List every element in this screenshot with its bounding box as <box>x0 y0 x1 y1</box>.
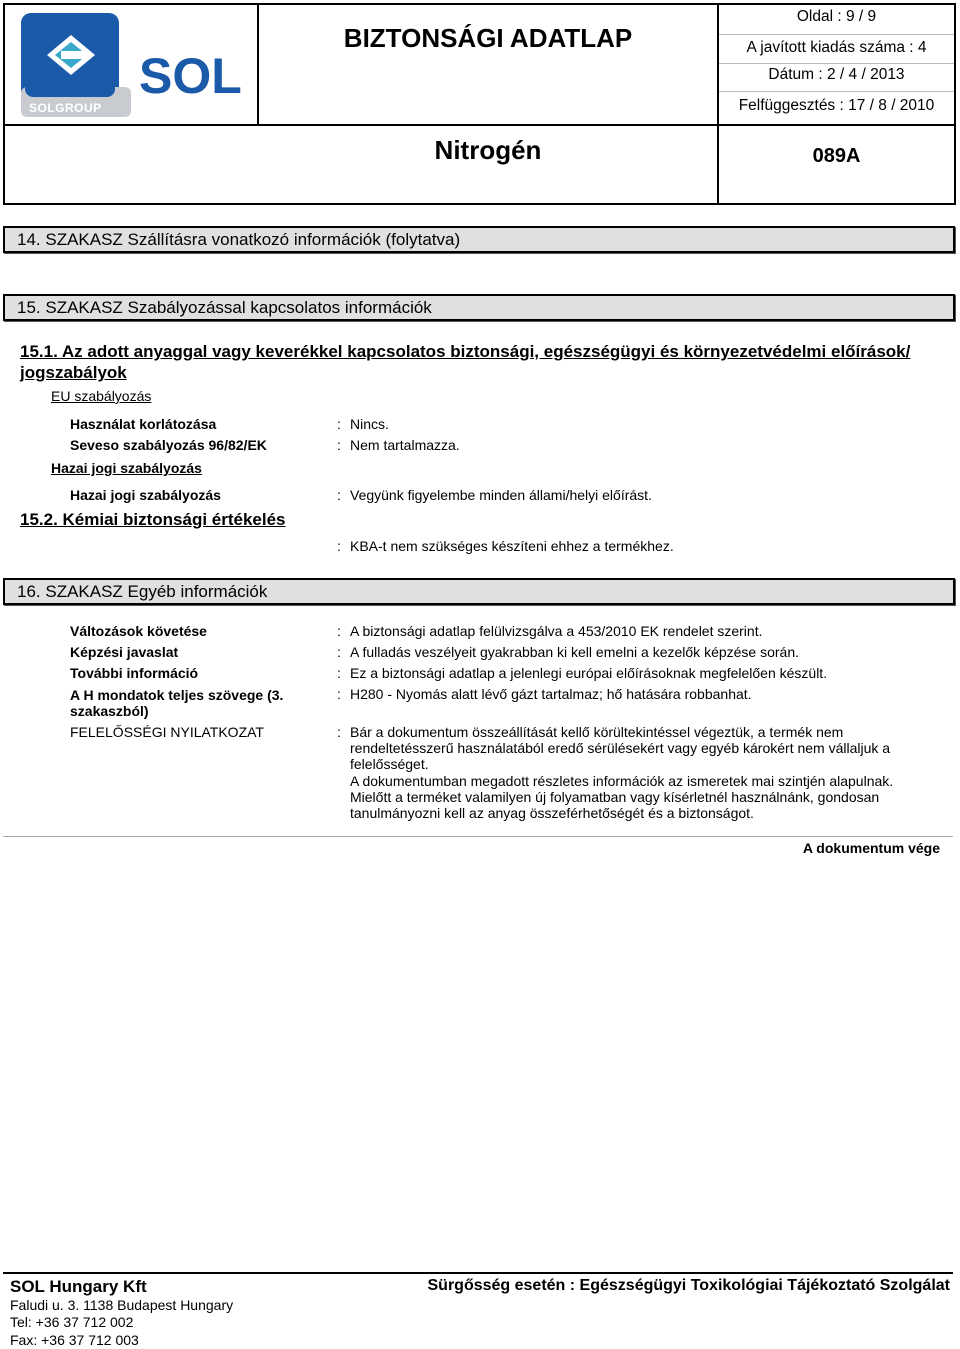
footer-tel: Tel: +36 37 712 002 <box>10 1314 134 1330</box>
row-label: További információ <box>70 665 199 681</box>
row-value: KBA-t nem szükséges készíteni ehhez a termékhez. <box>350 538 674 554</box>
colon: : <box>337 686 341 702</box>
row-label: Hazai jogi szabályozás <box>70 487 221 503</box>
row-value: Nem tartalmazza. <box>350 437 460 453</box>
page-number: Oldal : 9 / 9 <box>796 8 877 25</box>
colon: : <box>337 665 341 681</box>
colon: : <box>337 724 341 740</box>
product-name: Nitrogén <box>434 135 542 165</box>
footer-company: SOL Hungary Kft <box>10 1277 147 1296</box>
footer-address: Faludi u. 3. 1138 Budapest Hungary <box>10 1297 234 1313</box>
row-label: Használat korlátozása <box>70 416 217 432</box>
colon: : <box>337 644 341 660</box>
row-value: A fulladás veszélyeit gyakrabban ki kell emelni a kezelők képzése során. <box>350 644 800 660</box>
footer-emergency: Sürgősség esetén : Egészségügyi Toxikológiai Tájékoztató Szolgálat <box>427 1277 950 1294</box>
colon: : <box>337 538 341 554</box>
row-label: FELELŐSSÉGI NYILATKOZAT <box>70 724 264 740</box>
row-label: A H mondatok teljes szövege (3. szakaszból) <box>70 687 284 719</box>
colon: : <box>337 437 341 453</box>
section-14-title: 14. SZAKASZ Szállításra vonatkozó információk (folytatva) <box>3 226 955 253</box>
row-value: A biztonsági adatlap felülvizsgálva a 453/2010 EK rendelet szerint. <box>350 623 763 639</box>
end-of-document: A dokumentum vége <box>802 840 940 856</box>
divider <box>3 836 953 837</box>
subsection-15-2-title: 15.2. Kémiai biztonsági értékelés <box>20 510 286 529</box>
title-cell <box>259 5 719 126</box>
row-value: Bár a dokumentum összeállítását kellő körültekintéssel végeztük, a termék nem rendeltetésszerű használatából eredő sérülésekért vagy egyéb károkért nem vállaljuk a felelősséget. <box>350 724 891 772</box>
product-code-cell <box>719 126 954 203</box>
row-label: Seveso szabályozás 96/82/EK <box>70 437 267 453</box>
product-code: 089A <box>812 145 861 167</box>
footer-divider <box>3 1272 953 1274</box>
document-header <box>3 3 956 205</box>
revision-date: Dátum : 2 / 4 / 2013 <box>768 66 905 83</box>
colon: : <box>337 416 341 432</box>
colon: : <box>337 623 341 639</box>
revision-number: A javított kiadás száma : 4 <box>746 39 927 56</box>
info-cell <box>719 5 954 126</box>
logo-wordmark: SOL <box>139 48 242 104</box>
document-title: BIZTONSÁGI ADATLAP <box>343 23 633 53</box>
product-cell <box>259 126 719 203</box>
row-value: Vegyünk figyelembe minden állami/helyi előírást. <box>350 487 652 503</box>
row-value: Ez a biztonsági adatlap a jelenlegi európai előírásoknak megfelelően készült. <box>350 665 828 681</box>
row-label: Képzési javaslat <box>70 644 179 660</box>
supersedes-date: Felfüggesztés : 17 / 8 / 2010 <box>738 97 935 114</box>
section-16-title: 16. SZAKASZ Egyéb információk <box>3 578 955 605</box>
footer-fax: Fax: +36 37 712 003 <box>10 1332 139 1348</box>
colon: : <box>337 487 341 503</box>
row-value: A dokumentumban megadott részletes információk az ismeretek mai szintjén alapulnak. Mielőtt a terméket valamilyen új folyamatban vagy kísérletnél használnánk, gondosan tanulmányozni kell az anyag összeférhetőségét és a biztonságot. <box>350 773 894 821</box>
logo-subtext: SOLGROUP <box>29 101 102 115</box>
logo-cell <box>5 5 259 126</box>
row-value: H280 - Nyomás alatt lévő gázt tartalmaz; hő hatására robbanhat. <box>350 686 752 702</box>
national-regulation-heading: Hazai jogi szabályozás <box>51 460 202 476</box>
row-label: Változások követése <box>70 623 207 639</box>
row-value: Nincs. <box>350 416 389 432</box>
eu-regulation-heading: EU szabályozás <box>51 388 152 404</box>
subsection-15-1-title: 15.1. Az adott anyaggal vagy keverékkel kapcsolatos biztonsági, egészségügyi és környezetvédelmi előírások/ jogszabályok <box>20 342 911 382</box>
section-15-title: 15. SZAKASZ Szabályozással kapcsolatos információk <box>3 294 955 321</box>
